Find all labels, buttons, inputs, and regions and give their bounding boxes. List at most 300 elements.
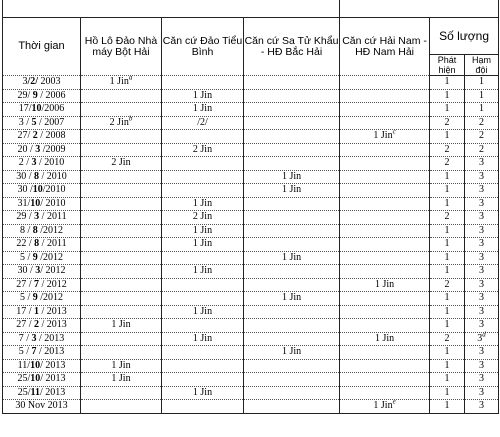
date-cell [3, 197, 81, 211]
cell-d: 30 / [17, 265, 36, 277]
cell-y: / 2012 [39, 278, 67, 290]
base-cell-c3 [244, 224, 340, 238]
cell-y: / 2012 [40, 265, 66, 277]
header-time: Thời gian [3, 18, 81, 76]
cell-fleet: 3 [479, 224, 485, 236]
header-fleet: Hạm đội [465, 55, 499, 76]
base-cell-c1 [81, 211, 162, 225]
cell-c1s: a [128, 73, 133, 82]
base-cell-c3 [244, 116, 340, 130]
base-cell-c1 [81, 224, 162, 238]
cell-d: 27/ [17, 130, 33, 142]
base-cell-c4 [340, 386, 430, 400]
fleet-cell [465, 373, 499, 387]
cell-d: 5 / [18, 346, 32, 358]
cell-fleet: 1 [479, 76, 485, 88]
table-row [3, 224, 499, 238]
date-cell [3, 373, 81, 387]
cell-det: 1 [444, 184, 450, 196]
fleet-cell [465, 197, 499, 211]
cell-det: 1 [444, 359, 450, 371]
cell-c1: 1 Jin [111, 359, 131, 371]
base-cell-c2 [162, 116, 244, 130]
detected-cell [430, 184, 465, 198]
cell-c1: 2 Jin [111, 157, 131, 169]
date-cell [3, 251, 81, 265]
table-row [3, 265, 499, 279]
base-cell-c1 [81, 170, 162, 184]
header-shazikou: Căn cứ Sa Tử Khẩu - HĐ Bắc Hải [244, 18, 340, 76]
detected-cell [430, 157, 465, 171]
detected-cell [430, 319, 465, 333]
base-cell-c3 [244, 197, 340, 211]
base-cell-c2 [162, 305, 244, 319]
base-cell-c2 [162, 292, 244, 306]
cell-c4: 1 Jin [374, 332, 395, 344]
detected-cell [430, 103, 465, 117]
cell-y: /2010 [42, 184, 66, 196]
date-cell [3, 346, 81, 360]
cell-fleet: 3 [479, 292, 485, 304]
base-cell-c1 [81, 73, 162, 90]
fleet-cell [465, 386, 499, 400]
fleet-cell [465, 170, 499, 184]
cell-fleet: 3 [479, 278, 485, 290]
base-cell-c4 [340, 238, 430, 252]
table-row [3, 157, 499, 171]
base-cell-c4 [340, 251, 430, 265]
detected-cell [430, 76, 465, 90]
cell-d: 17 / [16, 305, 34, 317]
cell-d: 8 / [19, 224, 33, 236]
base-cell-c1 [81, 251, 162, 265]
date-cell [3, 130, 81, 144]
fleet-cell [465, 76, 499, 90]
fleet-cell [465, 305, 499, 319]
cell-m: 3 [34, 211, 40, 223]
base-cell-c1 [81, 157, 162, 171]
base-cell-c4 [340, 292, 430, 306]
cell-c1s: b [128, 114, 133, 123]
base-cell-c2 [162, 319, 244, 333]
cell-fleet: 3 [479, 211, 485, 223]
base-cell-c4 [340, 197, 430, 211]
base-cell-c4 [340, 116, 430, 130]
base-cell-c2 [162, 400, 244, 414]
cell-det: 2 [444, 332, 450, 344]
cell-m: 8 [34, 238, 40, 250]
cell-m: 8 [32, 224, 38, 236]
cell-fleet: 3 [477, 332, 483, 344]
base-cell-c2 [162, 346, 244, 360]
cell-det: 2 [444, 278, 450, 290]
detected-cell [430, 89, 465, 103]
cell-c4: 1 Jin [373, 130, 393, 142]
cell-m: 9 [32, 89, 38, 101]
cell-y: / 2011 [39, 211, 67, 223]
date-cell [3, 143, 81, 157]
base-cell-c1 [81, 373, 162, 387]
base-cell-c4 [340, 265, 430, 279]
fleet-cell [465, 143, 499, 157]
cell-m: 11 [30, 386, 40, 398]
cell-c2: 2 Jin [192, 143, 213, 155]
fleet-cell [465, 224, 499, 238]
date-cell [3, 332, 81, 346]
cell-c4s: e [392, 397, 396, 406]
cell-det: 1 [444, 319, 450, 331]
cell-y: / 2008 [37, 130, 66, 142]
cell-y: 2003 [38, 76, 61, 88]
base-cell-c3 [244, 373, 340, 387]
cell-fleet: 2 [479, 143, 485, 155]
fleet-cell [465, 251, 499, 265]
cell-y: / 2013 [36, 332, 65, 344]
base-cell-c2 [162, 170, 244, 184]
table-row [3, 238, 499, 252]
cell-det: 1 [444, 292, 450, 304]
cell-det: 1 [444, 130, 450, 142]
table-row [3, 319, 499, 333]
cell-m: 10 [31, 103, 42, 115]
base-cell-c4 [340, 211, 430, 225]
cell-c4: 1 Jin [374, 278, 395, 290]
cell-y: / 2013 [39, 305, 67, 317]
cell-d: 3 / [18, 116, 32, 128]
cell-c1: 1 Jin [111, 319, 131, 331]
cell-d: 31/ [17, 197, 31, 209]
date-cell [3, 89, 81, 103]
cell-det: 2 [444, 211, 450, 223]
base-cell-c3 [244, 130, 340, 144]
base-cell-c1 [81, 184, 162, 198]
table-row [3, 292, 499, 306]
base-cell-c4 [340, 170, 430, 184]
cell-det: 1 [444, 251, 450, 263]
cell-d: 30 / [16, 170, 34, 182]
base-cell-c2 [162, 130, 244, 144]
base-cell-c2 [162, 76, 244, 90]
detected-cell [430, 400, 465, 414]
cell-det: 1 [444, 89, 450, 101]
base-cell-c4 [340, 332, 430, 346]
cell-y: / 2006 [37, 89, 66, 101]
cell-c2: 1 Jin [192, 332, 213, 344]
cell-c2: 1 Jin [192, 305, 213, 317]
table-row [3, 89, 499, 103]
base-cell-c1 [81, 89, 162, 103]
base-cell-c3 [244, 346, 340, 360]
cell-c1: 1 Jin [109, 76, 129, 88]
cell-y: / 2007 [36, 116, 65, 128]
base-cell-c4 [340, 319, 430, 333]
date-cell [3, 238, 81, 252]
table-row [3, 170, 499, 184]
cell-fleet: 2 [479, 116, 485, 128]
cell-y: /2009 [40, 143, 66, 155]
cell-d: 30 Nov 2013 [15, 400, 68, 412]
cell-d: 5 / [19, 251, 33, 263]
table-row [3, 116, 499, 130]
cell-fleet: 3 [479, 319, 485, 331]
cell-det: 1 [444, 103, 450, 115]
cell-c1: 2 Jin [109, 116, 129, 128]
cell-det: 1 [444, 238, 450, 250]
fleet-cell [465, 103, 499, 117]
base-cell-c1 [81, 278, 162, 292]
cell-det: 1 [444, 386, 450, 398]
cell-m: 7 [31, 346, 37, 358]
detected-cell [430, 238, 465, 252]
base-cell-c4 [340, 224, 430, 238]
base-cell-c4 [340, 103, 430, 117]
detected-cell [430, 197, 465, 211]
cell-y: / 2013 [39, 386, 66, 398]
fleet-cell [465, 238, 499, 252]
cell-det: 1 [444, 305, 450, 317]
base-cell-c4 [340, 359, 430, 373]
cell-c4s: c [392, 127, 396, 136]
cell-det: 1 [444, 224, 450, 236]
date-cell [3, 319, 81, 333]
cell-d: 7 / [18, 332, 32, 344]
cell-fleet: 3 [479, 373, 485, 385]
base-cell-c1 [81, 292, 162, 306]
header-count: Số lượng [430, 18, 499, 55]
cell-d: 2 / [18, 157, 32, 169]
header-bohai: Hồ Lô Đảo Nhà máy Bột Hải [81, 18, 162, 76]
table-row [3, 251, 499, 265]
cell-det: 1 [444, 373, 450, 385]
detected-cell [430, 346, 465, 360]
cell-d: 5 / [19, 292, 33, 304]
cell-fs: d [482, 330, 486, 339]
base-cell-c4 [340, 305, 430, 319]
cell-d: 29/ [17, 89, 33, 101]
date-cell [3, 116, 81, 130]
fleet-cell [465, 211, 499, 225]
base-cell-c2 [162, 89, 244, 103]
base-cell-c2 [162, 224, 244, 238]
cell-fleet: 3 [479, 265, 485, 277]
cell-c2: /2/ [197, 116, 208, 128]
base-cell-c4 [340, 89, 430, 103]
base-cell-c3 [244, 359, 340, 373]
detected-cell [430, 359, 465, 373]
cell-fleet: 3 [479, 305, 485, 317]
table-row [3, 373, 499, 387]
table-row [3, 305, 499, 319]
cell-fleet: 3 [479, 157, 485, 169]
fleet-cell [465, 89, 499, 103]
date-cell [3, 170, 81, 184]
base-cell-c3 [244, 319, 340, 333]
cell-y: / 2010 [40, 197, 66, 209]
table-row [3, 103, 499, 117]
table-row [3, 184, 499, 198]
cell-m: 10 [30, 373, 41, 385]
cell-d: 25/ [17, 373, 31, 385]
cell-det: 2 [444, 157, 450, 169]
table-row [3, 211, 499, 225]
cell-fleet: 2 [479, 130, 485, 142]
cell-m: /2/ [27, 76, 39, 88]
detected-cell [430, 373, 465, 387]
detected-cell [430, 292, 465, 306]
date-cell [3, 278, 81, 292]
detected-cell [430, 251, 465, 265]
table-row [3, 386, 499, 400]
cell-fleet: 3 [479, 184, 485, 196]
cell-fleet: 3 [479, 346, 485, 358]
cell-m: 9 [32, 292, 38, 304]
base-cell-c2 [162, 184, 244, 198]
cell-m: 7 [34, 278, 39, 290]
cell-fleet: 1 [479, 89, 485, 101]
detected-cell [430, 130, 465, 144]
base-cell-c2 [162, 332, 244, 346]
detected-cell [430, 170, 465, 184]
base-cell-c1 [81, 305, 162, 319]
fleet-cell [465, 332, 499, 346]
cell-fleet: 3 [479, 400, 485, 412]
cell-det: 1 [444, 170, 450, 182]
cell-fleet: 3 [479, 251, 485, 263]
cell-c2: 1 Jin [192, 386, 213, 398]
base-cell-c1 [81, 103, 162, 117]
cell-c2: 2 Jin [192, 211, 213, 223]
cell-m: 9 [32, 251, 38, 263]
cell-m: 1 [34, 305, 39, 317]
cell-fleet: 3 [479, 238, 485, 250]
base-cell-c2 [162, 373, 244, 387]
cell-d: 22 / [16, 238, 35, 250]
table-row [3, 130, 499, 144]
base-cell-c2 [162, 103, 244, 117]
date-cell [3, 211, 81, 225]
base-cell-c4 [340, 184, 430, 198]
cell-c2: 1 Jin [192, 238, 213, 250]
base-cell-c4 [340, 373, 430, 387]
fleet-cell [465, 400, 499, 414]
table-body [3, 73, 499, 414]
cell-d: 11/ [17, 359, 31, 371]
base-cell-c3 [244, 89, 340, 103]
base-cell-c1 [81, 400, 162, 414]
cell-y: / 2011 [39, 238, 67, 250]
base-cell-c2 [162, 386, 244, 400]
table-row [3, 332, 499, 346]
base-cell-c3 [244, 400, 340, 414]
base-cell-c4 [340, 157, 430, 171]
cell-det: 1 [444, 197, 450, 209]
date-cell [3, 184, 81, 198]
cell-y: / 2013 [36, 346, 65, 358]
base-cell-c2 [162, 211, 244, 225]
base-cell-c2 [162, 197, 244, 211]
cell-c3: 1 Jin [281, 346, 302, 358]
cell-c3: 1 Jin [281, 251, 302, 263]
cell-fleet: 1 [479, 103, 485, 115]
base-cell-c1 [81, 319, 162, 333]
cell-det: 1 [444, 400, 450, 412]
cell-d: 20 / [17, 143, 36, 155]
base-cell-c1 [81, 130, 162, 144]
cell-c1: 1 Jin [111, 373, 131, 385]
base-cell-c2 [162, 238, 244, 252]
cell-fleet: 3 [479, 197, 485, 209]
cell-c4: 1 Jin [373, 400, 393, 412]
date-cell [3, 386, 81, 400]
cell-m: 8 [34, 170, 39, 182]
base-cell-c2 [162, 265, 244, 279]
base-cell-c1 [81, 197, 162, 211]
base-cell-c3 [244, 305, 340, 319]
table-row [3, 197, 499, 211]
cell-c2: 1 Jin [192, 89, 213, 101]
cell-d: 30 / [17, 184, 33, 196]
cell-m: 3 [31, 332, 37, 344]
base-cell-c1 [81, 265, 162, 279]
cell-d: 27 / [16, 278, 34, 290]
date-cell [3, 359, 81, 373]
cell-det: 2 [444, 116, 450, 128]
base-cell-c1 [81, 116, 162, 130]
detected-cell [430, 265, 465, 279]
base-cell-c3 [244, 157, 340, 171]
cell-m: 5 [31, 116, 37, 128]
cell-fleet: 3 [479, 386, 485, 398]
date-cell [3, 76, 81, 90]
cell-y: / 2013 [40, 373, 66, 385]
date-cell [3, 305, 81, 319]
base-cell-c3 [244, 211, 340, 225]
cell-d: 29 / [16, 211, 35, 223]
base-cell-c3 [244, 292, 340, 306]
submarine-table [2, 0, 499, 414]
base-cell-c3 [244, 278, 340, 292]
base-cell-c3 [244, 184, 340, 198]
cell-fleet: 3 [479, 359, 485, 371]
cell-c3: 1 Jin [281, 170, 302, 182]
date-cell [3, 265, 81, 279]
cell-d: 25/ [17, 386, 31, 398]
fleet-cell [465, 278, 499, 292]
base-cell-c4 [340, 278, 430, 292]
fleet-cell [465, 130, 499, 144]
detected-cell [430, 143, 465, 157]
cell-y: /2012 [37, 251, 64, 263]
date-cell [3, 157, 81, 171]
base-cell-c1 [81, 332, 162, 346]
base-cell-c3 [244, 332, 340, 346]
fleet-cell [465, 184, 499, 198]
base-cell-c2 [162, 359, 244, 373]
base-cell-c1 [81, 346, 162, 360]
cell-c2: 1 Jin [192, 224, 213, 236]
cell-m: 10 [32, 184, 43, 196]
base-cell-c4 [340, 143, 430, 157]
detected-cell [430, 116, 465, 130]
base-cell-c2 [162, 157, 244, 171]
cell-c2: 1 Jin [192, 197, 213, 209]
cell-m: 3 [35, 143, 41, 155]
cell-m: 10 [30, 197, 41, 209]
detected-cell [430, 224, 465, 238]
table-row [3, 76, 499, 90]
cell-c2: 1 Jin [192, 265, 213, 277]
base-cell-c3 [244, 143, 340, 157]
